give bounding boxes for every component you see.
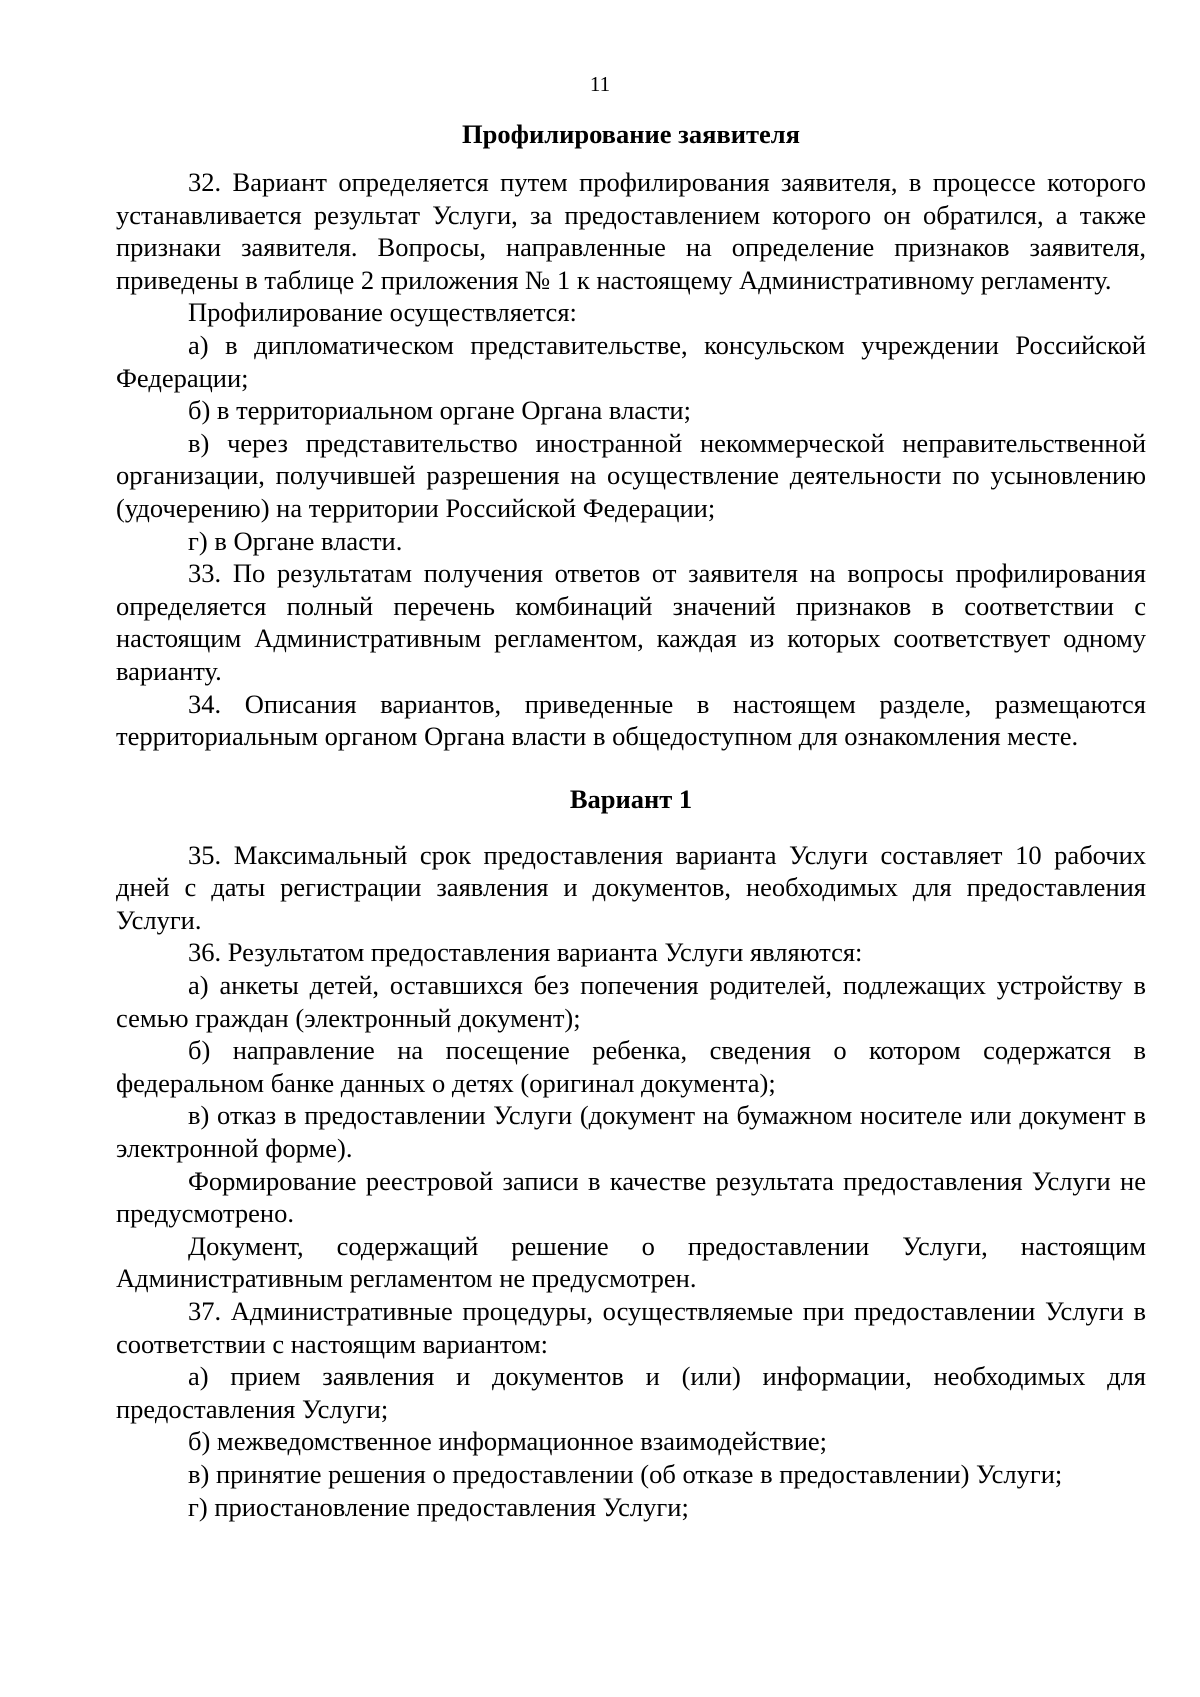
list-item: в) через представительство иностранной некоммерческой неправительственной организации, получившей разрешения на осуществление деятельности по усыновлению (удочерению) на территории Российской Федерации; (116, 427, 1146, 523)
section-title-profiling: Профилирование заявителя (462, 119, 800, 149)
paragraph: 37. Административные процедуры, осуществляемые при предоставлении Услуги в соответствии с настоящим вариантом: (116, 1296, 1146, 1359)
list-item: г) в Органе власти. (188, 525, 403, 556)
paragraph: Формирование реестровой записи в качестве результата предоставления Услуги не предусмотрено. (116, 1165, 1146, 1229)
paragraph: 32. Вариант определяется путем профилирования заявителя, в процессе которого устанавливается результат Услуги, за предоставлением которого он обратился, а также признаки заявителя. Вопросы, направленные на определение признаков заявителя, приведены в таблице 2 приложения № 1 к настоящему Административному регламенту. (116, 167, 1146, 295)
list-item: а) прием заявления и документов и (или) информации, необходимых для предоставления Услуги; (116, 1361, 1146, 1424)
paragraph: 35. Максимальный срок предоставления варианта Услуги составляет 10 рабочих дней с даты регистрации заявления и документов, необходимых для предоставления Услуги. (116, 839, 1146, 935)
paragraph: 33. По результатам получения ответов от заявителя на вопросы профилирования определяется полный перечень комбинаций значений признаков в соответствии с настоящим Административным регламентом, каждая из которых соответствует одному варианту. (116, 558, 1146, 686)
section-title-variant-1: Вариант 1 (569, 783, 693, 814)
document-body (116, 118, 1146, 1523)
page-number: 11 (589, 72, 611, 96)
list-item: а) анкеты детей, оставшихся без попечения родителей, подлежащих устройству в семью граждан (электронный документ); (116, 970, 1146, 1033)
list-item: б) в территориальном органе Органа власти; (188, 395, 691, 426)
paragraph: 36. Результатом предоставления варианта Услуги являются: (188, 937, 863, 968)
list-item: г) приостановление предоставления Услуги; (188, 1491, 689, 1522)
list-item: б) межведомственное информационное взаимодействие; (188, 1426, 828, 1457)
list-item: а) в дипломатическом представительстве, консульском учреждении Российской Федерации; (116, 329, 1146, 393)
paragraph: Документ, содержащий решение о предоставлении Услуги, настоящим Административным регламентом не предусмотрен. (116, 1230, 1146, 1294)
paragraph: Профилирование осуществляется: (188, 297, 577, 328)
list-item: б) направление на посещение ребенка, сведения о котором содержатся в федеральном банке данных о детях (оригинал документа); (116, 1035, 1146, 1098)
list-item: в) принятие решения о предоставлении (об отказе в предоставлении) Услуги; (188, 1458, 1063, 1489)
list-item: в) отказ в предоставлении Услуги (документ на бумажном носителе или документ в электронной форме). (116, 1100, 1146, 1164)
paragraph: 34. Описания вариантов, приведенные в настоящем разделе, размещаются территориальным органом Органа власти в общедоступном для ознакомления месте. (116, 688, 1146, 752)
